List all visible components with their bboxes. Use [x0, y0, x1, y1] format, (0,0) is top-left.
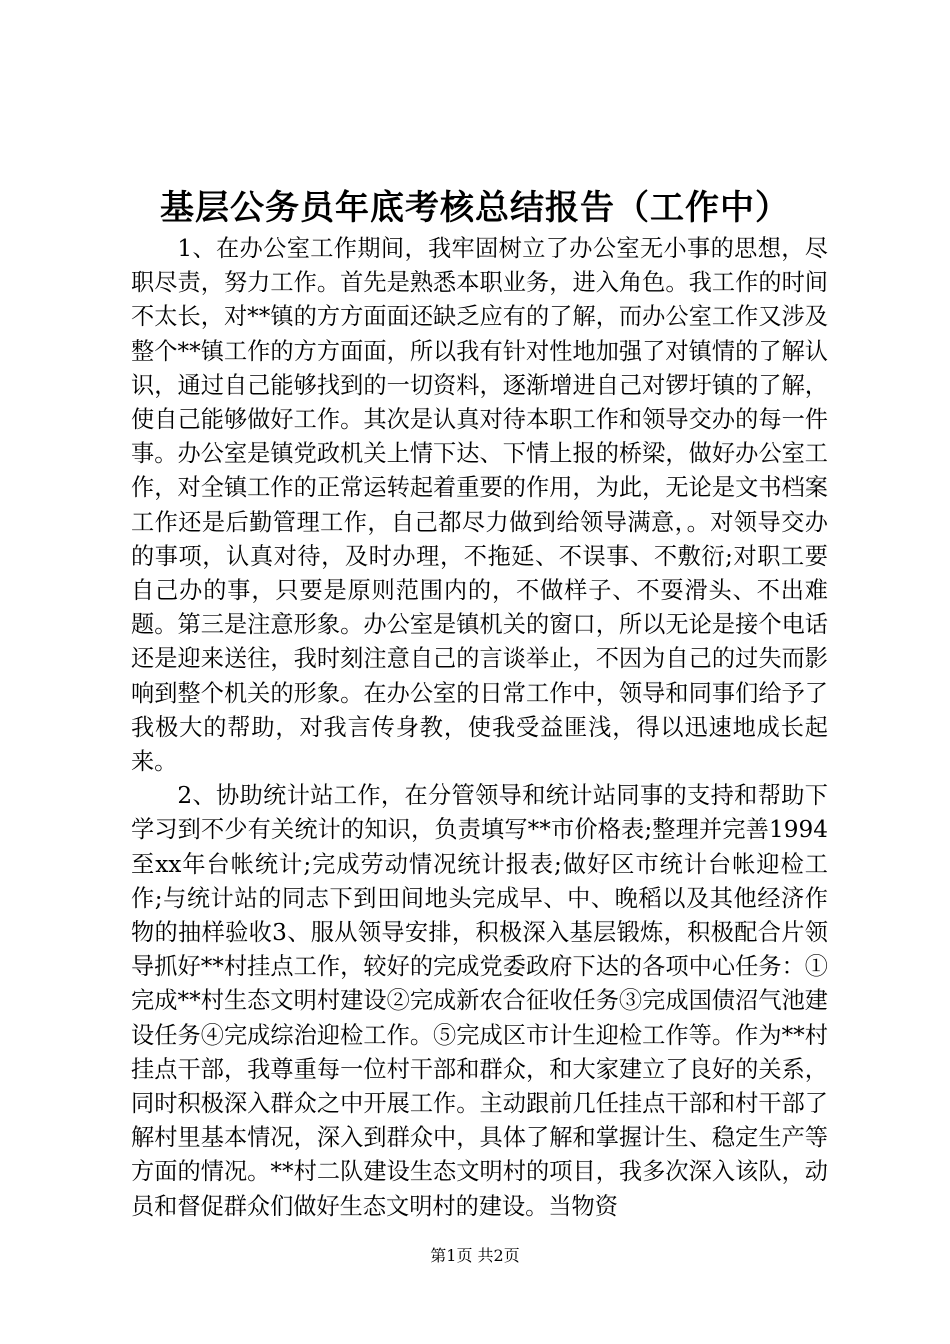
document-body: [131, 232, 828, 1224]
document-title: 基层公务员年底考核总结报告（工作中）: [160, 188, 790, 228]
body-paragraph-1: 1、在办公室工作期间，我牢固树立了办公室无小事的思想，尽职尽责，努力工作。首先是熟悉本职业务，进入角色。我工作的时间不太长，对**镇的方方面面还缺乏应有的了解，而办公室工作又涉及整个**镇工作的方方面面，所以我有针对性地加强了对镇情的了解认识，通过自己能够找到的一切资料，逐渐增进自己对锣圩镇的了解，使自己能够做好工作。其次是认真对待本职工作和领导交办的每一件事。办公室是镇党政机关上情下达、下情上报的桥梁，做好办公室工作，对全镇工作的正常运转起着重要的作用，为此，无论是文书档案工作还是后勤管理工作，自己都尽力做到给领导满意，。对领导交办的事项，认真对待，及时办理，不拖延、不误事、不敷衍;对职工要自己办的事，只要是原则范围内的，不做样子、不耍滑头、不出难题。第三是注意形象。办公室是镇机关的窗口，所以无论是接个电话还是迎来送往，我时刻注意自己的言谈举止，不因为自己的过失而影响到整个机关的形象。在办公室的日常工作中，领导和同事们给予了我极大的帮助，对我言传身教，使我受益匪浅，得以迅速地成长起来。: [131, 235, 828, 776]
page-footer: 第1页 共2页: [430, 1246, 520, 1265]
body-paragraph-2: 2、协助统计站工作，在分管领导和统计站同事的支持和帮助下学习到不少有关统计的知识，负责填写**市价格表;整理并完善1994至xx年台帐统计;完成劳动情况统计报表;做好区市统计台帐迎检工作;与统计站的同志下到田间地头完成早、中、晚稻以及其他经济作物的抽样验收3、服从领导安排，积极深入基层锻炼，积极配合片领导抓好**村挂点工作，较好的完成党委政府下达的各项中心任务：①完成**村生态文明村建设②完成新农合征收任务③完成国债沼气池建设任务④完成综治迎检工作。⑤完成区市计生迎检工作等。作为**村挂点干部，我尊重每一位村干部和群众，和大家建立了良好的关系，同时积极深入群众之中开展工作。主动跟前几任挂点干部和村干部了解村里基本情况，深入到群众中，具体了解和掌握计生、稳定生产等方面的情况。**村二队建设生态文明村的项目，我多次深入该队，动员和督促群众们做好生态文明村的建设。当物资: [131, 782, 828, 1220]
